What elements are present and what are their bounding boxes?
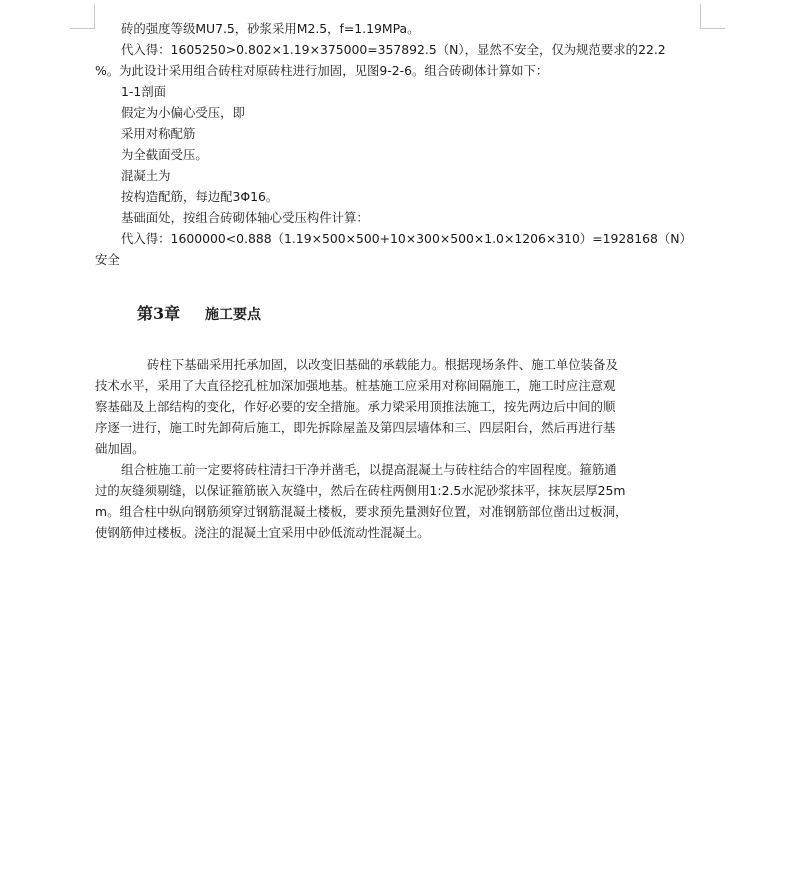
body-paragraph-2 bbox=[95, 459, 685, 543]
paragraph-line: 础加固。 bbox=[95, 441, 145, 456]
paragraph-line: 序逐一进行，施工时先卸荷后施工，即先拆除屋盖及第四层墙体和三、四层阳台，然后再进行基 bbox=[95, 420, 616, 435]
calc-line: 采用对称配筋 bbox=[121, 126, 196, 141]
chapter-number: 第3章 bbox=[137, 304, 181, 323]
calculation-section bbox=[95, 18, 692, 270]
page-corner-mark-top-left bbox=[70, 4, 95, 29]
calc-line: 混凝土为 bbox=[121, 168, 171, 183]
calc-line: 为全截面受压。 bbox=[121, 147, 208, 162]
paragraph-line: 砖柱下基础采用托承加固，以改变旧基础的承载能力。根据现场条件、施工单位装备及 bbox=[147, 357, 618, 372]
paragraph-line: 察基础及上部结构的变化，作好必要的安全措施。承力梁采用顶推法施工，按先两边后中间的顺 bbox=[95, 399, 616, 414]
paragraph-line: 使钢筋伸过楼板。浇注的混凝土宜采用中砂低流动性混凝土。 bbox=[95, 525, 430, 540]
calc-line: 基础面处，按组合砖砌体轴心受压构件计算： bbox=[121, 210, 369, 225]
calc-line: 1-1剖面 bbox=[121, 84, 167, 99]
paragraph-line: m。组合柱中纵向钢筋须穿过钢筋混凝土楼板，要求预先量测好位置，对准钢筋部位凿出过板洞， bbox=[95, 504, 628, 519]
calc-line: 代入得：1600000<0.888（1.19×500×500+10×300×500×1.0×1206×310）=1928168（N） bbox=[121, 231, 692, 246]
body-paragraph-1 bbox=[95, 354, 685, 459]
calc-line: 砖的强度等级MU7.5，砂浆采用M2.5，f=1.19MPa。 bbox=[121, 21, 420, 36]
chapter-title: 施工要点 bbox=[205, 307, 261, 323]
paragraph-line: 过的灰缝须剔缝，以保证箍筋嵌入灰缝中，然后在砖柱两侧用1:2.5水泥砂浆抹平，抹灰层厚25m bbox=[95, 483, 626, 498]
calc-line: 按构造配筋，每边配3Φ16。 bbox=[121, 189, 279, 204]
paragraph-line: 技术水平，采用了大直径挖孔桩加深加强地基。桩基施工应采用对称间隔施工，施工时应注意观 bbox=[95, 378, 616, 393]
page-corner-mark-top-right bbox=[700, 4, 725, 29]
chapter-heading bbox=[137, 302, 685, 326]
calc-line: 安全 bbox=[95, 252, 120, 267]
calc-line: %。为此设计采用组合砖柱对原砖柱进行加固，见图9-2-6。组合砖砌体计算如下： bbox=[95, 63, 549, 78]
paragraph-line: 组合桩施工前一定要将砖柱清扫干净并凿毛，以提高混凝土与砖柱结合的牢固程度。箍筋通 bbox=[121, 462, 617, 477]
document-page bbox=[95, 18, 692, 543]
calc-line: 代入得：1605250>0.802×1.19×375000=357892.5（N），显然不安全，仅为规范要求的22.2 bbox=[121, 42, 666, 57]
calc-line: 假定为小偏心受压，即 bbox=[121, 105, 245, 120]
